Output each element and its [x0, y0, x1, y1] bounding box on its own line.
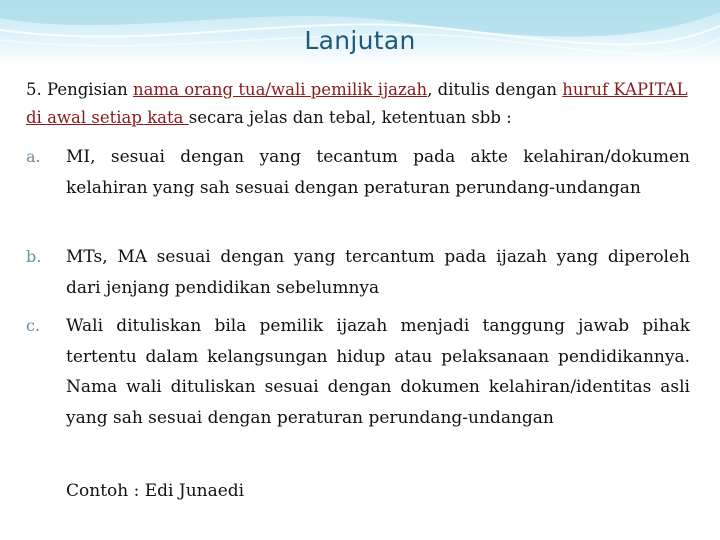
example-text: Contoh : Edi Junaedi [66, 481, 245, 501]
intro-paragraph [26, 76, 696, 132]
intro-highlight-name: nama orang tua/wali pemilik ijazah [133, 80, 428, 99]
list-marker: c. [26, 316, 41, 335]
slide-title: Lanjutan [304, 26, 416, 55]
list-item-text: MTs, MA sesuai dengan yang tercantum pada ijazah yang diperoleh dari jenjang pendidikan sebelumnya [66, 247, 690, 298]
list-marker: b. [26, 247, 42, 266]
list-item-text: MI, sesuai dengan yang tecantum pada akte kelahiran/dokumen kelahiran yang sah sesuai dengan peraturan perundang-undangan [66, 147, 690, 198]
list-item-text: Wali dituliskan bila pemilik ijazah menjadi tanggung jawab pihak tertentu dalam kelangsungan hidup atau pelaksanaan pendidikannya. Nama wali dituliskan sesuai dengan dokumen kelahiran/identitas asli yang sah sesuai dengan peraturan perundang-undangan [66, 316, 690, 428]
list-item [26, 311, 690, 433]
intro-suffix: secara jelas dan tebal, ketentuan sbb : [188, 108, 512, 127]
list-item [26, 242, 690, 303]
list-item [26, 142, 690, 203]
list-marker: a. [26, 147, 41, 166]
intro-prefix: 5. Pengisian [26, 80, 134, 99]
intro-highlight-capital: huruf KAPITAL di awal setiap kata [26, 80, 688, 127]
intro-middle: , ditulis dengan [427, 80, 563, 99]
